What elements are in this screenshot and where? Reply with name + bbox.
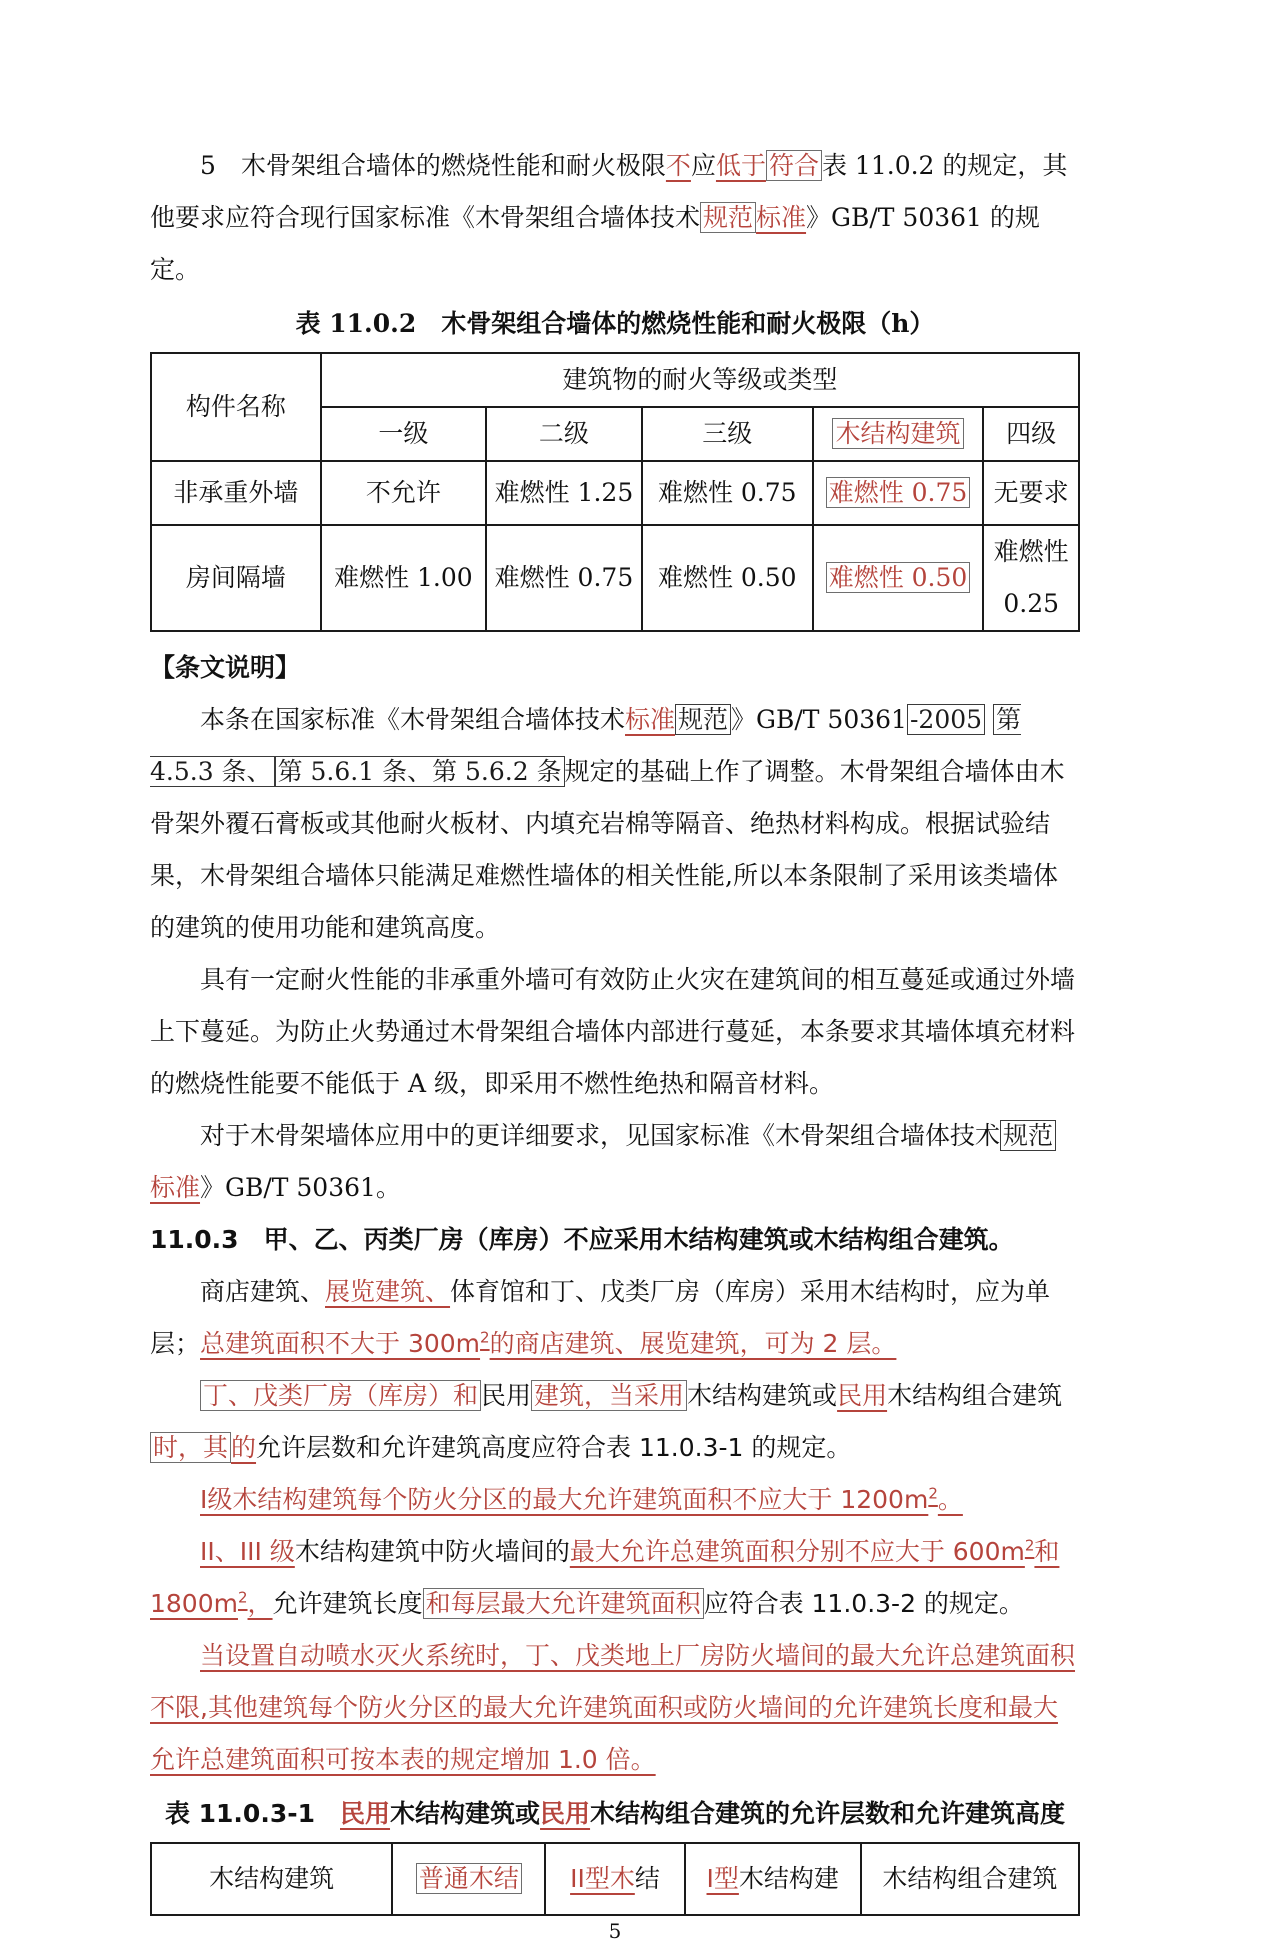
inserted-text: 民用 [837,1381,888,1410]
text-run: 木结构建 [738,1864,839,1893]
inserted-text: II型木 [570,1864,635,1893]
inserted-text: 最大允许总建筑面积分别不应大于 600m [569,1537,1025,1566]
inserted-text: 的 [231,1433,257,1462]
text-run: 表 11.0.2 的规定，其他要求应符合现行国家标准《木骨架组合墙体技术 [150,151,1068,232]
column-header [813,407,984,461]
column-header: 二级 [486,407,642,461]
table-1102 [150,352,1080,632]
deleted-text-box: 第 4.5.3 条、 [150,705,1022,786]
deleted-text-box: 第 5.6.1 条、第 5.6.2 条 [275,756,565,787]
superscript: 2 [1024,1536,1035,1555]
text-run: 5 木骨架组合墙体的燃烧性能和耐火极限 [200,151,666,180]
table-cell [813,525,984,631]
deleted-text-box: 符合 [766,150,822,181]
table-cell [392,1843,545,1915]
explanation-heading: 【条文说明】 [150,653,301,682]
text-run: 木结构建筑或 [390,1799,541,1828]
revised-text-box: 时，其 [150,1432,231,1463]
inserted-text: 的商店建筑、展览建筑，可为 2 层。 [489,1329,897,1358]
inserted-text: 和 1800m [150,1537,1060,1618]
table-cell: 难燃性 1.00 [321,525,486,631]
inserted-text: I级木结构建筑每个防火分区的最大允许建筑面积不应大于 1200m [200,1485,929,1514]
table-cell: 不允许 [321,461,486,525]
row-header: 房间隔墙 [151,525,321,631]
text-run: 商店建筑、 [200,1277,326,1306]
inserted-text: 民用 [540,1799,591,1828]
table-11031 [150,1842,1080,1916]
text-run: 》GB/T 50361。 [200,1173,401,1202]
inserted-text: 标准 [150,1173,201,1202]
text-run: 木结构建筑中防火墙间的 [294,1537,570,1566]
text-run: 木结构组合建筑 [887,1381,1063,1410]
text-run: 》GB/T 50361 [731,705,907,734]
text-run: 结 [634,1864,660,1893]
clause-1103-paragraph-4 [150,1526,1080,1630]
superscript: 2 [480,1328,490,1347]
table-row [151,461,1079,525]
table-row [151,1843,1079,1915]
text-run: 木结构组合建筑的允许层数和允许建筑高度 [590,1799,1066,1828]
inserted-text: 民用 [340,1799,391,1828]
text-run: 允许层数和允许建筑高度应符合表 11.0.3-1 的规定。 [256,1433,852,1462]
table-cell: 木结构建筑 [151,1843,392,1915]
text-run: 木结构建筑或 [687,1381,838,1410]
table-cell: 难燃性 0.25 [983,525,1079,631]
column-header: 三级 [642,407,813,461]
revised-text-box: 丁、戊类厂房（库房）和 [200,1380,481,1411]
table-11031-title [150,1792,1080,1836]
inserted-text: 低于 [715,151,766,180]
clause-1103-paragraph-2 [150,1370,1080,1474]
deleted-text-box: 规范 [1000,1120,1056,1151]
table-cell: 难燃性 0.75 [642,461,813,525]
explanation-paragraph-2: 具有一定耐火性能的非承重外墙可有效防止火灾在建筑间的相互蔓延或通过外墙上下蔓延。为防止火势通过木骨架组合墙体内部进行蔓延，本条要求其墙体填充材料的燃烧性能要不能低于 A 级，即采用不燃性绝热和隔音材料。 [150,965,1076,1098]
inserted-text: II、III 级 [200,1537,295,1566]
text-run: 民用 [481,1381,532,1410]
clause-1103-heading: 11.0.3 甲、乙、丙类厂房（库房）不应采用木结构建筑或木结构组合建筑。 [150,1225,1014,1254]
table-cell: 无要求 [983,461,1079,525]
text-run: 体育馆和丁、戊类厂房（库房）采用木结构时，应为单层； [150,1277,1051,1358]
table-cell: 难燃性 1.25 [486,461,642,525]
inserted-text: I型 [706,1864,739,1893]
revised-header-box: 木结构建筑 [832,418,963,449]
explanation-paragraph-3 [150,1110,1080,1214]
row-header: 非承重外墙 [151,461,321,525]
table-row [151,525,1079,631]
inserted-text: 总建筑面积不大于 300m [200,1329,481,1358]
text-run: 表 11.0.3-1 [164,1799,340,1828]
revised-cell-box: 难燃性 0.50 [826,562,971,593]
inserted-text: 标准 [756,203,807,232]
revised-text-box: 建筑，当采用 [531,1380,687,1411]
clause-5-paragraph [150,140,1080,296]
deleted-text-box: -2005 [907,704,985,735]
table-cell [685,1843,861,1915]
revised-text-box: 和每层最大允许建筑面积 [423,1588,704,1619]
inserted-text: ， [247,1589,273,1618]
table-cell [813,461,984,525]
superscript: 2 [928,1484,938,1503]
clause-1103-paragraph-5: 当设置自动喷水灭火系统时，丁、戊类地上厂房防火墙间的最大允许总建筑面积不限,其他建筑每个防火分区的最大允许建筑面积或防火墙间的允许建筑长度和最大允许总建筑面积可按本表的规定增加 1.0 倍。 [150,1641,1076,1774]
table-cell: 难燃性 0.75 [486,525,642,631]
clause-1103-paragraph-3 [150,1474,1080,1526]
text-run: 允许建筑长度 [272,1589,423,1618]
column-header: 四级 [983,407,1079,461]
superscript: 2 [237,1588,248,1607]
inserted-text: 。 [937,1485,963,1514]
text-run: 》GB/T 50361 的规定。 [150,203,1040,284]
page-number: 5 [608,1919,622,1943]
revised-cell-box: 难燃性 0.75 [826,477,971,508]
inserted-text: 展览建筑、 [325,1277,451,1306]
text-run: 应符合表 11.0.3-2 的规定。 [703,1589,1024,1618]
table-cell: 木结构组合建筑 [861,1843,1079,1915]
table-group-header: 建筑物的耐火等级或类型 [321,353,1079,407]
deleted-text-box: 规范 [675,704,731,735]
deleted-text-box: 规范 [700,202,756,233]
table-cell: 难燃性 0.50 [642,525,813,631]
text-run: 本条在国家标准《木骨架组合墙体技术 [200,705,626,734]
explanation-paragraph-1 [150,694,1080,954]
revised-cell-box: 普通木结 [416,1863,522,1894]
column-header: 一级 [321,407,486,461]
text-run: 对于木骨架墙体应用中的更详细要求，见国家标准《木骨架组合墙体技术 [200,1121,1001,1150]
table-1102-title: 表 11.0.2 木骨架组合墙体的燃烧性能和耐火极限（h） [295,309,935,338]
table-corner-cell: 构件名称 [151,353,321,461]
text-run: 规定的基础上作了调整。木骨架组合墙体由木骨架外覆石膏板或其他耐火板材、内填充岩棉等隔音、绝热材料构成。根据试验结果，木骨架组合墙体只能满足难燃性墙体的相关性能,所以本条限制了采用该类墙体的建筑的使用功能和建筑高度。 [150,757,1065,942]
inserted-text: 不 [665,151,691,180]
table-cell [545,1843,684,1915]
inserted-text: 标准 [625,705,676,734]
text-run: 应 [690,151,716,180]
clause-1103-paragraph-1 [150,1266,1080,1370]
